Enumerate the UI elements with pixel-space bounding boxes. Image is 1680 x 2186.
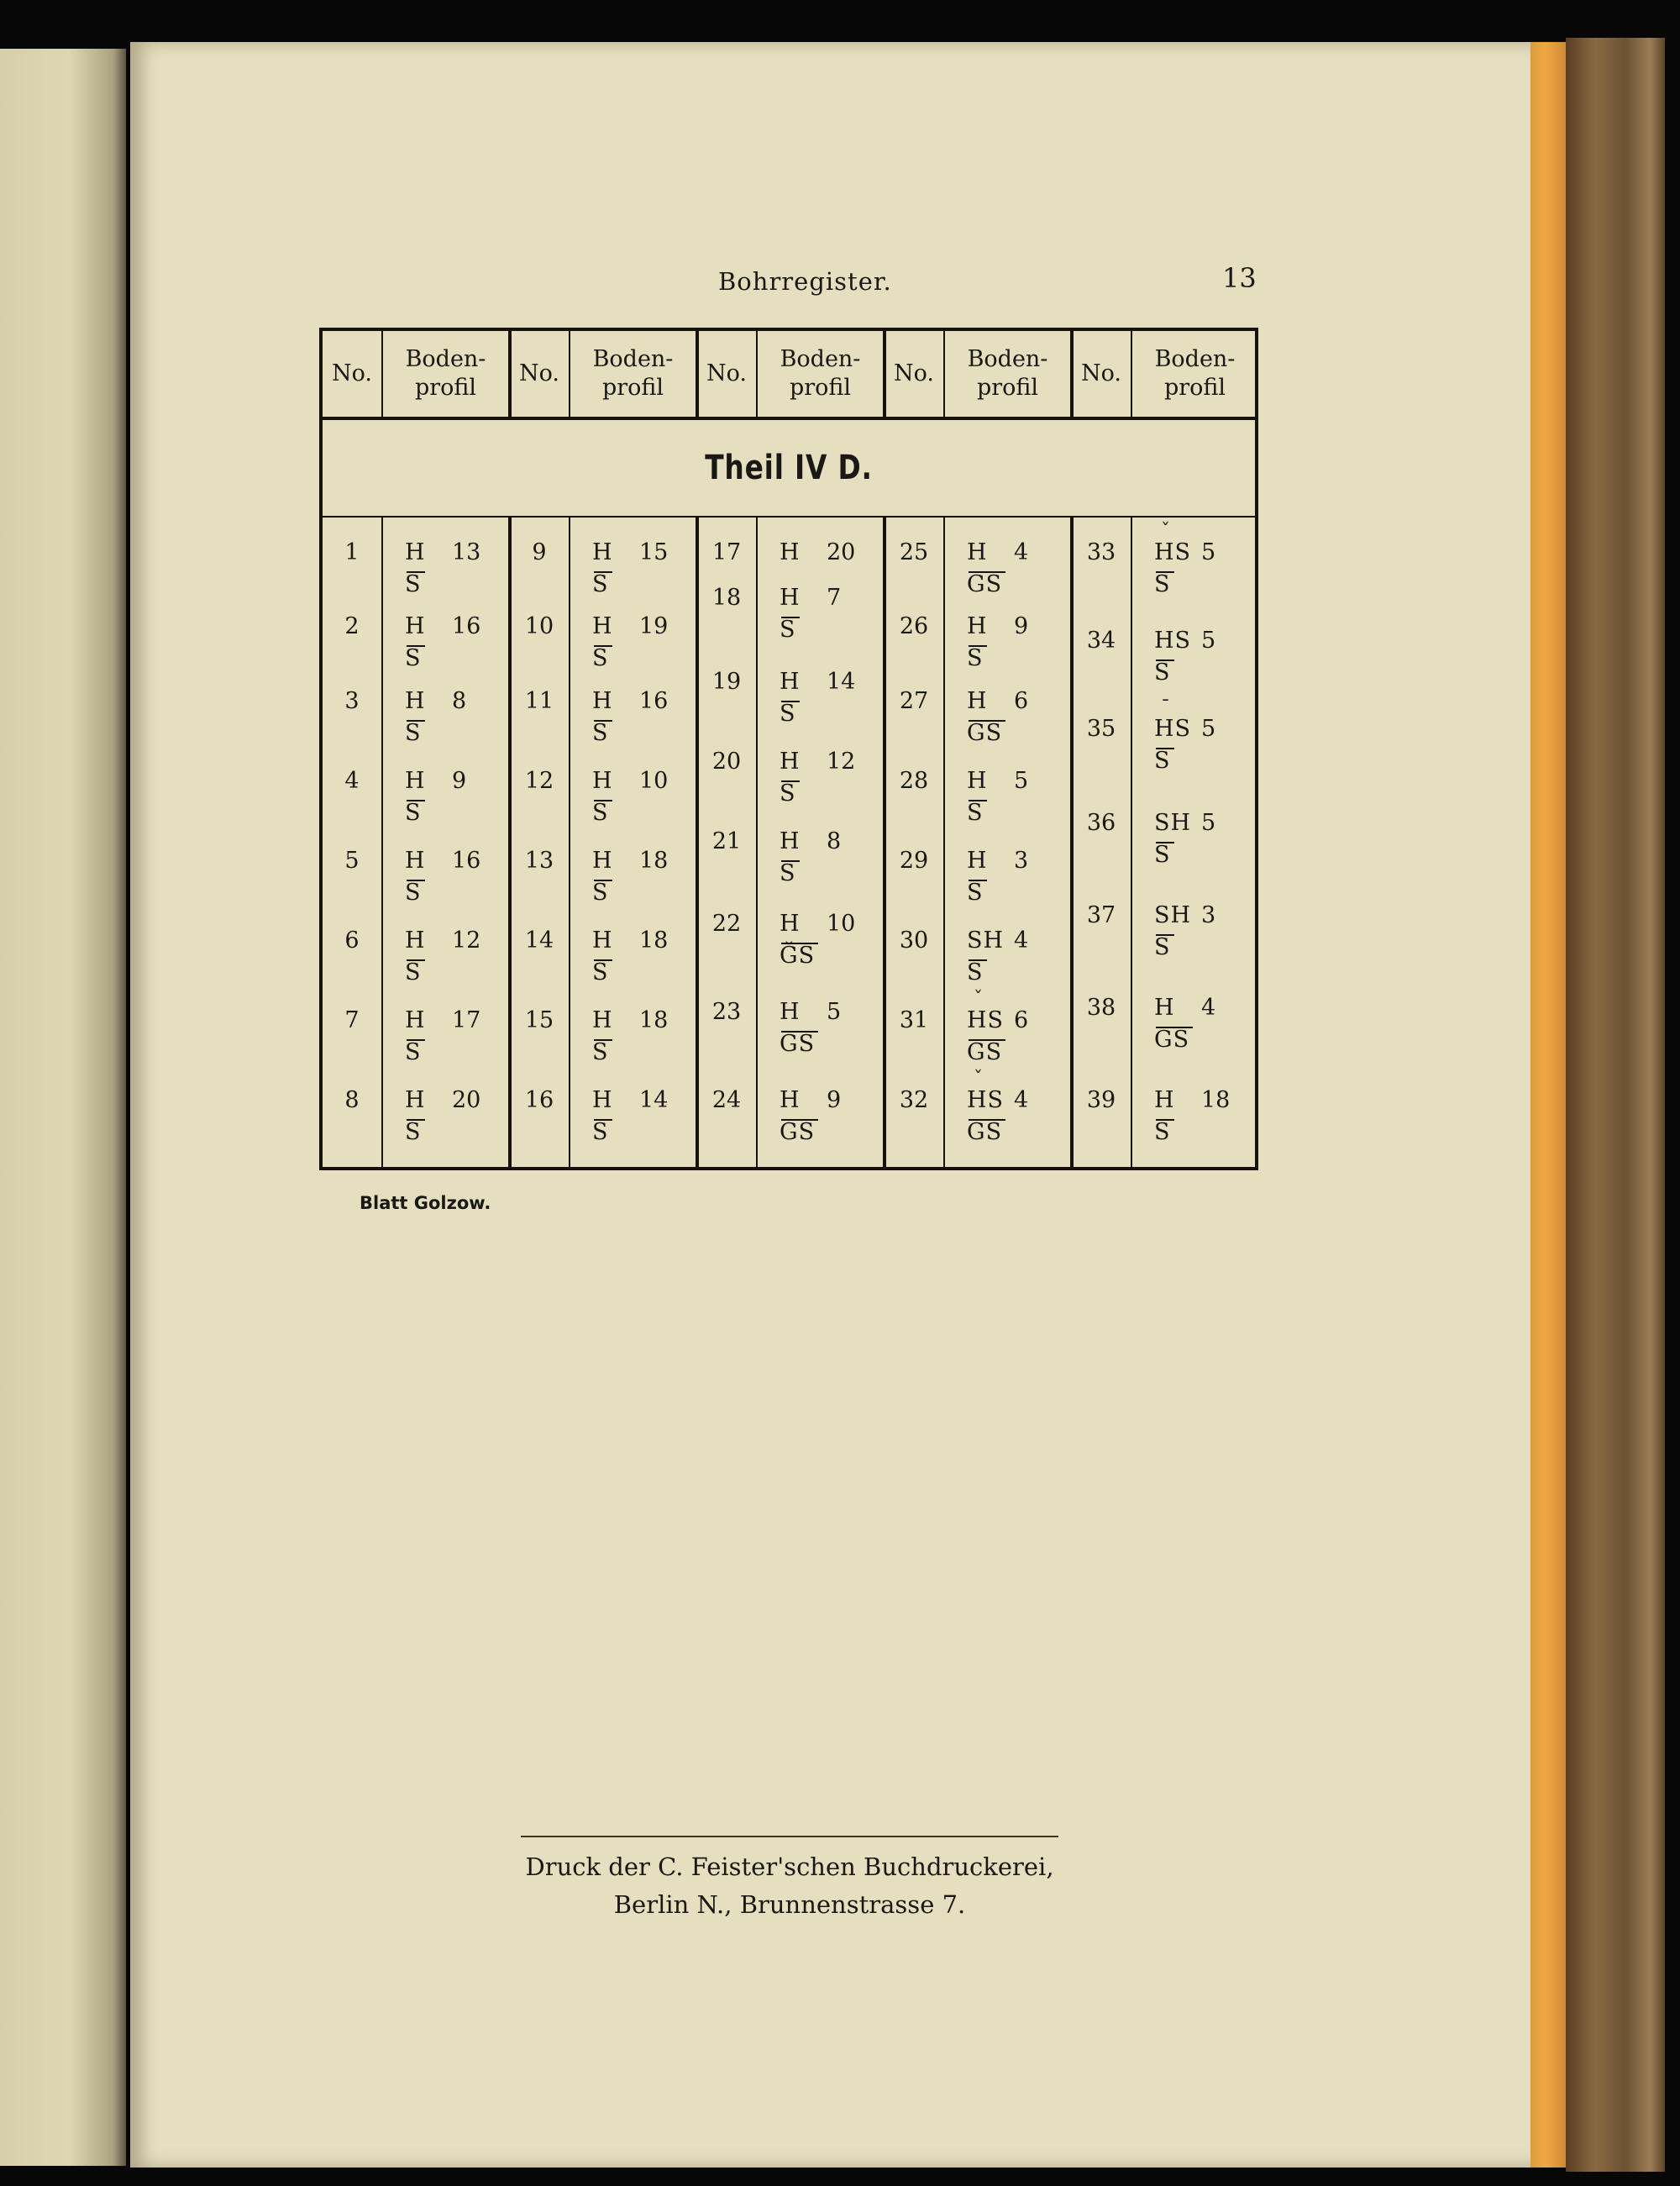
profile-depth-value: 3 [1014,848,1029,874]
entry-number: 4 [344,768,360,794]
profile-depth-value: 18 [639,1007,669,1033]
profile-depth-value: 10 [827,911,856,937]
profile-depth-value: 6 [1014,1007,1029,1033]
profile-depth-value: 17 [452,1007,481,1033]
entry-number: 27 [899,688,929,714]
profile-depth-value: 9 [827,1087,842,1113]
profile-top-layer: H [780,1087,801,1113]
profile-bottom-layer: GS [780,1119,816,1145]
header-rule [323,417,1255,420]
soil-profile [948,768,1066,835]
profile-top-layer: H [780,911,801,937]
profile-bottom-layer: S [405,571,422,597]
page-number: 13 [1222,262,1257,294]
soil-profile [574,613,691,680]
profile-depth-value: 20 [827,539,856,565]
profile-depth-value: 12 [452,927,481,954]
header-bodenprofil: Boden- profil [1154,346,1236,401]
entry-number: 37 [1086,902,1116,928]
profile-depth-value: 16 [639,688,669,714]
profile-bottom-layer: S [405,645,422,671]
profile-mark: ˇ [974,989,983,1010]
profile-mark: ˇ [974,1069,983,1090]
profile-depth-value: 5 [1201,539,1216,565]
profile-bottom-layer: S [592,959,609,985]
profile-depth-value: 18 [1201,1087,1231,1113]
profile-bottom-layer: S [405,880,422,906]
profile-bottom-layer: GS [780,1031,816,1057]
profile-top-layer: H [405,1087,426,1113]
imprint-rule [521,1836,1058,1837]
imprint-line-1: Druck der C. Feister'schen Buchdruckerei, [525,1852,1054,1881]
entry-number: 16 [524,1087,554,1113]
profile-top-layer: H [592,848,613,874]
profile-top-layer: H [967,688,988,714]
imprint-line-2: Berlin N., Brunnenstrasse 7. [613,1889,966,1919]
profile-top-layer: H [592,768,613,794]
entry-number: 10 [524,613,554,639]
profile-bottom-layer: GS [967,720,1003,746]
profile-depth-value: 9 [452,768,467,794]
entry-number: 6 [344,927,360,954]
profile-top-layer: H [967,613,988,639]
profile-bottom-layer: S [405,959,422,985]
profile-top-layer: H [405,848,426,874]
profile-bottom-layer: S [592,1119,609,1145]
soil-profile [948,688,1066,755]
profile-bottom-layer: S [967,800,984,826]
profile-depth-value: 5 [1201,628,1216,654]
profile-top-layer: H [780,828,801,854]
header-no: No. [332,360,372,387]
profile-top-layer: H [405,539,426,565]
soil-profile [761,669,879,736]
header-bodenprofil: Boden- profil [592,346,674,401]
entry-number: 24 [711,1087,742,1113]
entry-number: 36 [1086,810,1116,836]
profile-bottom-layer: GS [967,1039,1003,1065]
profile-bottom-layer: S [592,1039,609,1065]
profile-top-layer: H [1154,995,1175,1021]
profile-mark: ˇ [1161,521,1170,542]
profile-top-layer: SH [1154,902,1192,928]
profile-depth-value: 20 [452,1087,481,1113]
profile-top-layer: H [592,688,613,714]
profile-depth-value: 14 [639,1087,669,1113]
profile-top-layer: H [967,539,988,565]
soil-profile [1136,1087,1253,1154]
entry-number: 2 [344,613,360,639]
printer-imprint [470,1848,1109,1924]
entry-number: 13 [524,848,554,874]
entry-number: 19 [711,669,742,695]
profile-bottom-layer: S [967,959,984,985]
column-divider [883,518,886,1167]
profile-bottom-layer: S [592,645,609,671]
profile-top-layer: SH [967,927,1005,954]
entry-number: 11 [524,688,554,714]
entry-number: 22 [711,911,742,937]
entry-number: 8 [344,1087,360,1113]
profile-depth-value: 18 [639,848,669,874]
profile-bottom-layer: S [967,880,984,906]
profile-bottom-layer: S [592,880,609,906]
soil-profile [386,688,504,755]
entry-number: 3 [344,688,360,714]
column-divider [508,518,512,1167]
profile-bottom-layer: S [1154,842,1171,868]
header-no: No. [1081,360,1121,387]
soil-profile [386,927,504,995]
profile-depth-value: 14 [827,669,856,695]
soil-profile [574,768,691,835]
profile-depth-value: 8 [452,688,467,714]
entry-number: 7 [344,1007,360,1033]
soil-profile [574,539,691,607]
profile-top-layer: H [780,539,801,565]
profile-top-layer: H [592,539,613,565]
header-no: No. [519,360,559,387]
entry-number: 38 [1086,995,1116,1021]
profile-depth-value: 4 [1014,539,1029,565]
entry-number: 34 [1086,628,1116,654]
profile-top-layer: HS [967,1087,1005,1113]
soil-profile [1136,810,1253,877]
profile-bottom-layer: S [967,645,984,671]
soil-profile [1136,521,1253,607]
profile-top-layer: H [405,927,426,954]
soil-profile [761,911,879,978]
soil-profile [1136,902,1253,970]
entry-number: 35 [1086,716,1116,742]
entry-number: 33 [1086,539,1116,565]
profile-top-layer: SH [1154,810,1192,836]
profile-top-layer: H [1154,1087,1175,1113]
profile-depth-value: 5 [1201,716,1216,742]
profile-depth-value: 5 [1201,810,1216,836]
entry-number: 20 [711,749,742,775]
soil-profile [948,927,1066,995]
profile-bottom-layer: S [592,571,609,597]
entry-number: 14 [524,927,554,954]
profile-top-layer: H [592,927,613,954]
soil-profile [948,989,1066,1075]
profile-top-layer: H [780,585,801,611]
soil-profile [761,1087,879,1154]
profile-depth-value: 5 [1014,768,1029,794]
soil-profile [948,848,1066,915]
cell-divider [943,518,945,1167]
entry-number: 31 [899,1007,929,1033]
profile-bottom-layer: GS [1154,1027,1190,1053]
soil-profile [386,613,504,680]
entry-number: 9 [532,539,547,565]
entry-number: 30 [899,927,929,954]
profile-bottom-layer: S [780,860,796,886]
profile-depth-value: 10 [639,768,669,794]
header-bodenprofil: Boden- profil [780,346,861,401]
profile-depth-value: 13 [452,539,481,565]
cell-divider [756,518,758,1167]
profile-depth-value: 15 [639,539,669,565]
profile-bottom-layer: S [1154,1119,1171,1145]
profile-depth-value: 7 [827,585,842,611]
entry-number: 29 [899,848,929,874]
profile-depth-value: 6 [1014,688,1029,714]
soil-profile [761,999,879,1066]
profile-depth-value: 4 [1201,995,1216,1021]
cell-divider [381,518,383,1167]
entry-number: 28 [899,768,929,794]
column-divider [696,518,699,1167]
profile-depth-value: 5 [827,999,842,1025]
profile-depth-value: 4 [1014,1087,1029,1113]
profile-top-layer: H [967,848,988,874]
header-no: No. [894,360,934,387]
profile-top-layer: H [592,1007,613,1033]
profile-top-layer: H [967,768,988,794]
profile-top-layer: H [592,613,613,639]
entry-number: 1 [344,539,360,565]
page-block-edge [1530,42,1566,2168]
profile-bottom-layer: S [1154,571,1171,597]
profile-bottom-layer: ǦS [780,943,816,969]
profile-bottom-layer: S [780,780,796,807]
sheet-footnote: Blatt Golzow. [360,1193,491,1213]
profile-bottom-layer: S [1154,934,1171,960]
cell-divider [569,518,570,1167]
entry-number: 12 [524,768,554,794]
profile-depth-value: 16 [452,848,481,874]
header-bodenprofil: Boden- profil [967,346,1048,401]
profile-top-layer: H [780,749,801,775]
borehole-register-table [319,328,1258,1170]
profile-bottom-layer: S [405,1039,422,1065]
soil-profile [574,1007,691,1075]
profile-depth-value: 16 [452,613,481,639]
column-divider [1070,518,1074,1167]
entry-number: 17 [711,539,742,565]
profile-bottom-layer: S [592,800,609,826]
cell-divider [1131,518,1132,1167]
section-title: Theil IV D. [705,449,873,487]
profile-top-layer: H [780,999,801,1025]
soil-profile [574,1087,691,1154]
soil-profile [948,613,1066,680]
soil-profile [1136,995,1253,1062]
soil-profile [574,927,691,995]
soil-profile [761,828,879,896]
profile-top-layer: H [405,1007,426,1033]
entry-number: 32 [899,1087,929,1113]
profile-depth-value: 3 [1201,902,1216,928]
profile-bottom-layer: GS [967,1119,1003,1145]
profile-top-layer: H [405,688,426,714]
entry-number: 5 [344,848,360,874]
entry-number: 21 [711,828,742,854]
soil-profile [386,539,504,607]
entry-number: 18 [711,585,742,611]
running-title: Bohrregister. [718,267,892,296]
soil-profile [948,1069,1066,1154]
soil-profile [386,768,504,835]
profile-depth-value: 18 [639,927,669,954]
entry-number: 25 [899,539,929,565]
profile-top-layer: HS [1154,716,1192,742]
profile-depth-value: 19 [639,613,669,639]
profile-bottom-layer: S [780,617,796,643]
profile-bottom-layer: S [780,701,796,727]
profile-depth-value: 12 [827,749,856,775]
profile-top-layer: HS [967,1007,1005,1033]
entry-number: 39 [1086,1087,1116,1113]
profile-top-layer: H [780,669,801,695]
soil-profile [1136,628,1253,695]
entry-number: 23 [711,999,742,1025]
left-page-edge [0,49,126,2166]
soil-profile [574,848,691,915]
profile-bottom-layer: S [1154,748,1171,774]
profile-mark: ¯ [1161,697,1170,718]
profile-top-layer: HS [1154,628,1192,654]
profile-bottom-layer: S [1154,659,1171,686]
profile-bottom-layer: S [592,720,609,746]
profile-top-layer: HS [1154,539,1192,565]
profile-depth-value: 8 [827,828,842,854]
profile-top-layer: H [592,1087,613,1113]
profile-bottom-layer: S [405,1119,422,1145]
profile-bottom-layer: S [405,800,422,826]
soil-profile [574,688,691,755]
soil-profile [386,848,504,915]
profile-depth-value: 4 [1014,927,1029,954]
entry-number: 26 [899,613,929,639]
profile-bottom-layer: S [405,720,422,746]
entry-number: 15 [524,1007,554,1033]
soil-profile [761,749,879,816]
profile-bottom-layer: GS [967,571,1003,597]
soil-profile [1136,697,1253,783]
profile-depth-value: 9 [1014,613,1029,639]
soil-profile [948,539,1066,607]
header-bodenprofil: Boden- profil [405,346,486,401]
profile-top-layer: H [405,613,426,639]
soil-profile [386,1087,504,1154]
section-rule [323,516,1255,518]
profile-top-layer: H [405,768,426,794]
book-cover-edge [1566,38,1665,2172]
header-no: No. [706,360,747,387]
soil-profile [761,585,879,652]
soil-profile [386,1007,504,1075]
